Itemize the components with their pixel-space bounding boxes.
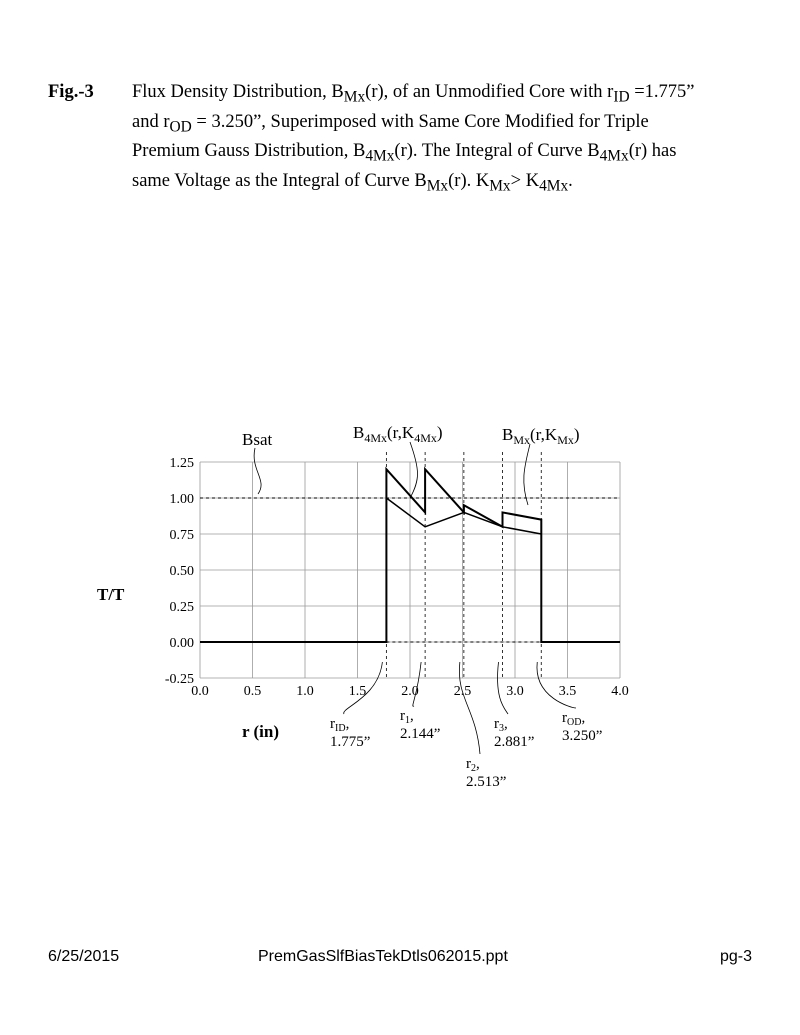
footer-page-number: pg-3 [719, 948, 752, 965]
caption-line-3: Premium Gauss Distribution, $B_{4Mx}(r)$. The Integral of Curve $B_{4Mx}(r)$ has [132, 141, 677, 166]
y-tick-label: 1.25 [169, 456, 194, 471]
y-tick-label: 0.00 [169, 636, 194, 651]
bsat-leader [254, 448, 261, 494]
x-axis-label: r (in) [242, 722, 279, 741]
marker-symbol-r1: $r_1$, [400, 708, 414, 726]
x-tick-label: 3.5 [558, 684, 577, 699]
series-leader-b4mx [410, 442, 418, 498]
caption-line-2: and $r_{OD} = 3.250$”, Superimposed with Same Core Modified for Triple [132, 111, 649, 136]
caption-line-4: same Voltage as the Integral of Curve $B_{Mx}(r)$. $K_{Mx}> K_{4Mx}$. [132, 171, 573, 195]
series-leader-bmx [524, 444, 530, 505]
y-tick-label: 1.00 [169, 492, 194, 507]
bsat-label: Bsat [242, 430, 273, 449]
x-tick-label: 1.5 [348, 684, 367, 699]
y-axis-label: T/T [97, 585, 125, 604]
y-tick-label: 0.75 [169, 528, 194, 543]
marker-symbol-r2: $r_2$, [466, 756, 480, 774]
marker-value-r2: 2.513” [466, 774, 507, 790]
x-tick-label: 4.0 [611, 684, 629, 699]
caption-line-1: Flux Density Distribution, $B_{Mx}(r)$, of an Unmodified Core with $r_{ID} =1.775$” [132, 82, 695, 106]
x-tick-label: 1.0 [296, 684, 314, 699]
y-tick-label: 0.50 [169, 564, 194, 579]
x-tick-label: 2.0 [401, 684, 419, 699]
marker-value-rOD: 3.250” [562, 728, 603, 744]
marker-symbol-r3: $r_3$, [494, 716, 508, 734]
figure-label: Fig.-3 [48, 82, 94, 102]
footer-date: 6/25/2015 [48, 948, 120, 965]
x-tick-label: 0.5 [243, 684, 262, 699]
x-tick-label: 3.0 [506, 684, 524, 699]
series-label-bmx: $B_{Mx}(r,K_{Mx})$ [502, 425, 580, 447]
marker-value-rID: 1.775” [330, 734, 371, 750]
marker-value-r3: 2.881” [494, 734, 535, 750]
marker-symbol-rOD: $r_{OD}$, [562, 710, 586, 728]
marker-symbol-rID: $r_{ID}$, [330, 716, 350, 734]
y-tick-label: 0.25 [169, 600, 194, 615]
series-label-b4mx: $B_{4Mx}(r,K_{4Mx})$ [353, 423, 443, 445]
x-tick-label: 0.0 [191, 684, 209, 699]
y-tick-label: -0.25 [164, 672, 194, 687]
marker-value-r1: 2.144” [400, 726, 441, 742]
footer-filename: PremGasSlfBiasTekDtls062015.ppt [258, 948, 508, 965]
x-tick-label: 2.5 [453, 684, 472, 699]
